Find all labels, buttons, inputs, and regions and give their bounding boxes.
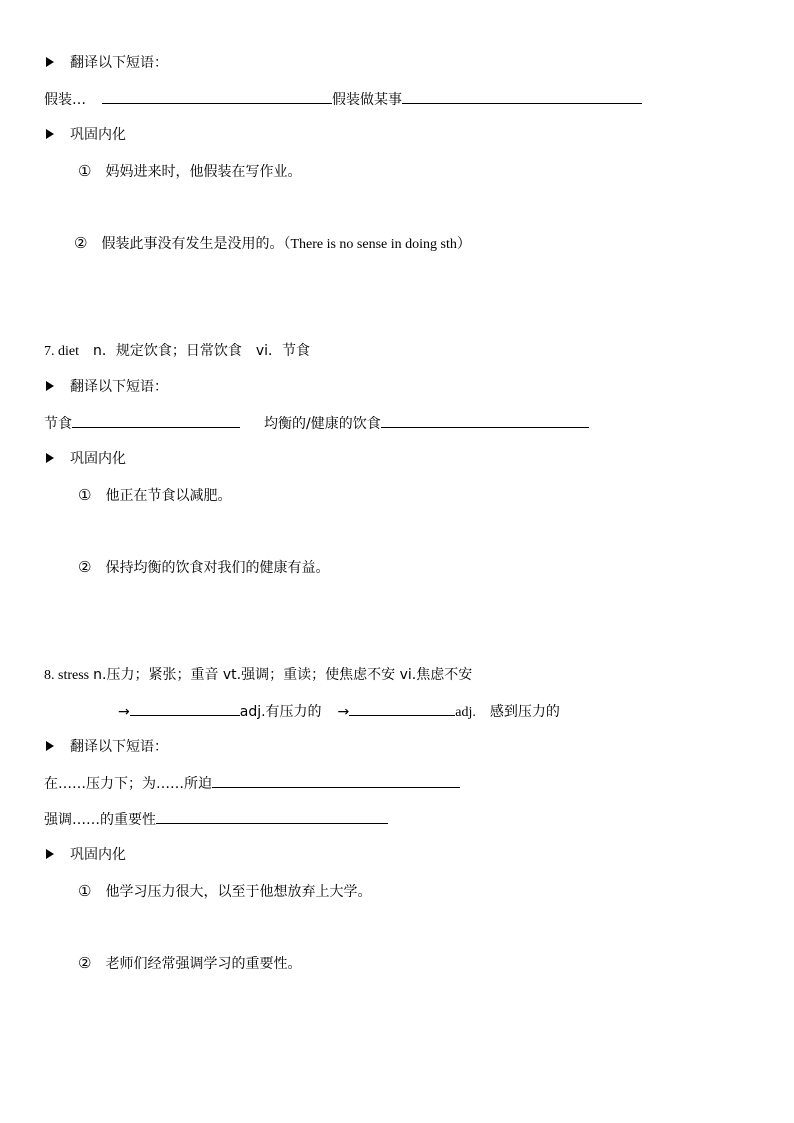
s7-entry — [44, 341, 310, 362]
s6-translate-heading: 翻译以下短语： — [46, 53, 168, 73]
phrase-label: 节食 — [44, 416, 72, 432]
s8-entry — [44, 665, 472, 686]
exercise-number: ② — [74, 234, 88, 252]
s7-translate-heading: 翻译以下短语： — [46, 377, 168, 397]
s8-consolidate-heading: 巩固内化 — [46, 845, 126, 865]
derivation-arrow: → — [118, 704, 130, 720]
phrase-label: 在……压力下；为……所迫 — [44, 776, 212, 792]
definition: n．规定饮食；日常饮食 vi．节食 — [93, 343, 311, 359]
arrow-bullet-icon — [46, 741, 54, 751]
answer-blank[interactable] — [72, 413, 240, 428]
s7-exercise-2 — [78, 557, 329, 578]
definition: n.压力；紧张；重音 vt.强调；重读；使焦虑不安 vi.焦虑不安 — [93, 667, 473, 683]
s8-exercise-2 — [78, 953, 301, 974]
s8-exercise-1 — [78, 881, 371, 902]
derivative-pos: adj.有压力的 — [239, 704, 322, 720]
headword: 7. diet — [44, 344, 79, 359]
answer-blank[interactable] — [102, 89, 332, 104]
s8-phrase-row-1 — [44, 773, 460, 794]
phrase-label: 假装… — [44, 92, 86, 108]
exercise-number: ① — [78, 162, 92, 180]
answer-blank[interactable] — [381, 413, 589, 428]
s6-exercise-1 — [78, 161, 301, 182]
arrow-bullet-icon — [46, 129, 54, 139]
arrow-bullet-icon — [46, 57, 54, 67]
s8-derivatives-row — [118, 701, 560, 723]
s8-translate-heading: 翻译以下短语： — [46, 737, 168, 757]
exercise-text: 妈妈进来时，他假装在写作业。 — [105, 164, 302, 180]
s6-phrase-row — [44, 89, 642, 110]
answer-blank[interactable] — [402, 89, 642, 104]
arrow-bullet-icon — [46, 381, 54, 391]
derivative-meaning: 感到压力的 — [489, 704, 560, 720]
exercise-number: ② — [78, 954, 92, 972]
exercise-text: 假装此事没有发生是没用的。 — [101, 236, 284, 252]
phrase-label: 假装做某事 — [332, 92, 402, 108]
exercise-hint: （There is no sense in doing sth） — [283, 237, 471, 252]
exercise-number: ① — [78, 882, 92, 900]
exercise-number: ② — [78, 558, 92, 576]
s6-consolidate-heading: 巩固内化 — [46, 125, 126, 145]
exercise-text: 他学习压力很大，以至于他想放弃上大学。 — [105, 884, 372, 900]
s8-phrase-row-2 — [44, 809, 388, 830]
exercise-text: 保持均衡的饮食对我们的健康有益。 — [105, 560, 330, 576]
s6-exercise-2 — [74, 233, 471, 255]
phrase-label: 均衡的/健康的饮食 — [264, 416, 381, 432]
answer-blank[interactable] — [212, 773, 460, 788]
s7-consolidate-heading: 巩固内化 — [46, 449, 126, 469]
answer-blank[interactable] — [130, 701, 240, 716]
arrow-bullet-icon — [46, 453, 54, 463]
exercise-number: ① — [78, 486, 92, 504]
s7-phrase-row — [44, 413, 589, 434]
derivative-pos: adj. — [455, 705, 476, 720]
headword: 8. stress — [44, 668, 90, 683]
exercise-text: 老师们经常强调学习的重要性。 — [105, 956, 302, 972]
arrow-bullet-icon — [46, 849, 54, 859]
phrase-label: 强调……的重要性 — [44, 812, 156, 828]
exercise-text: 他正在节食以减肥。 — [105, 488, 232, 504]
s7-exercise-1 — [78, 485, 231, 506]
answer-blank[interactable] — [349, 701, 455, 716]
derivation-arrow: → — [337, 704, 350, 720]
answer-blank[interactable] — [156, 809, 388, 824]
